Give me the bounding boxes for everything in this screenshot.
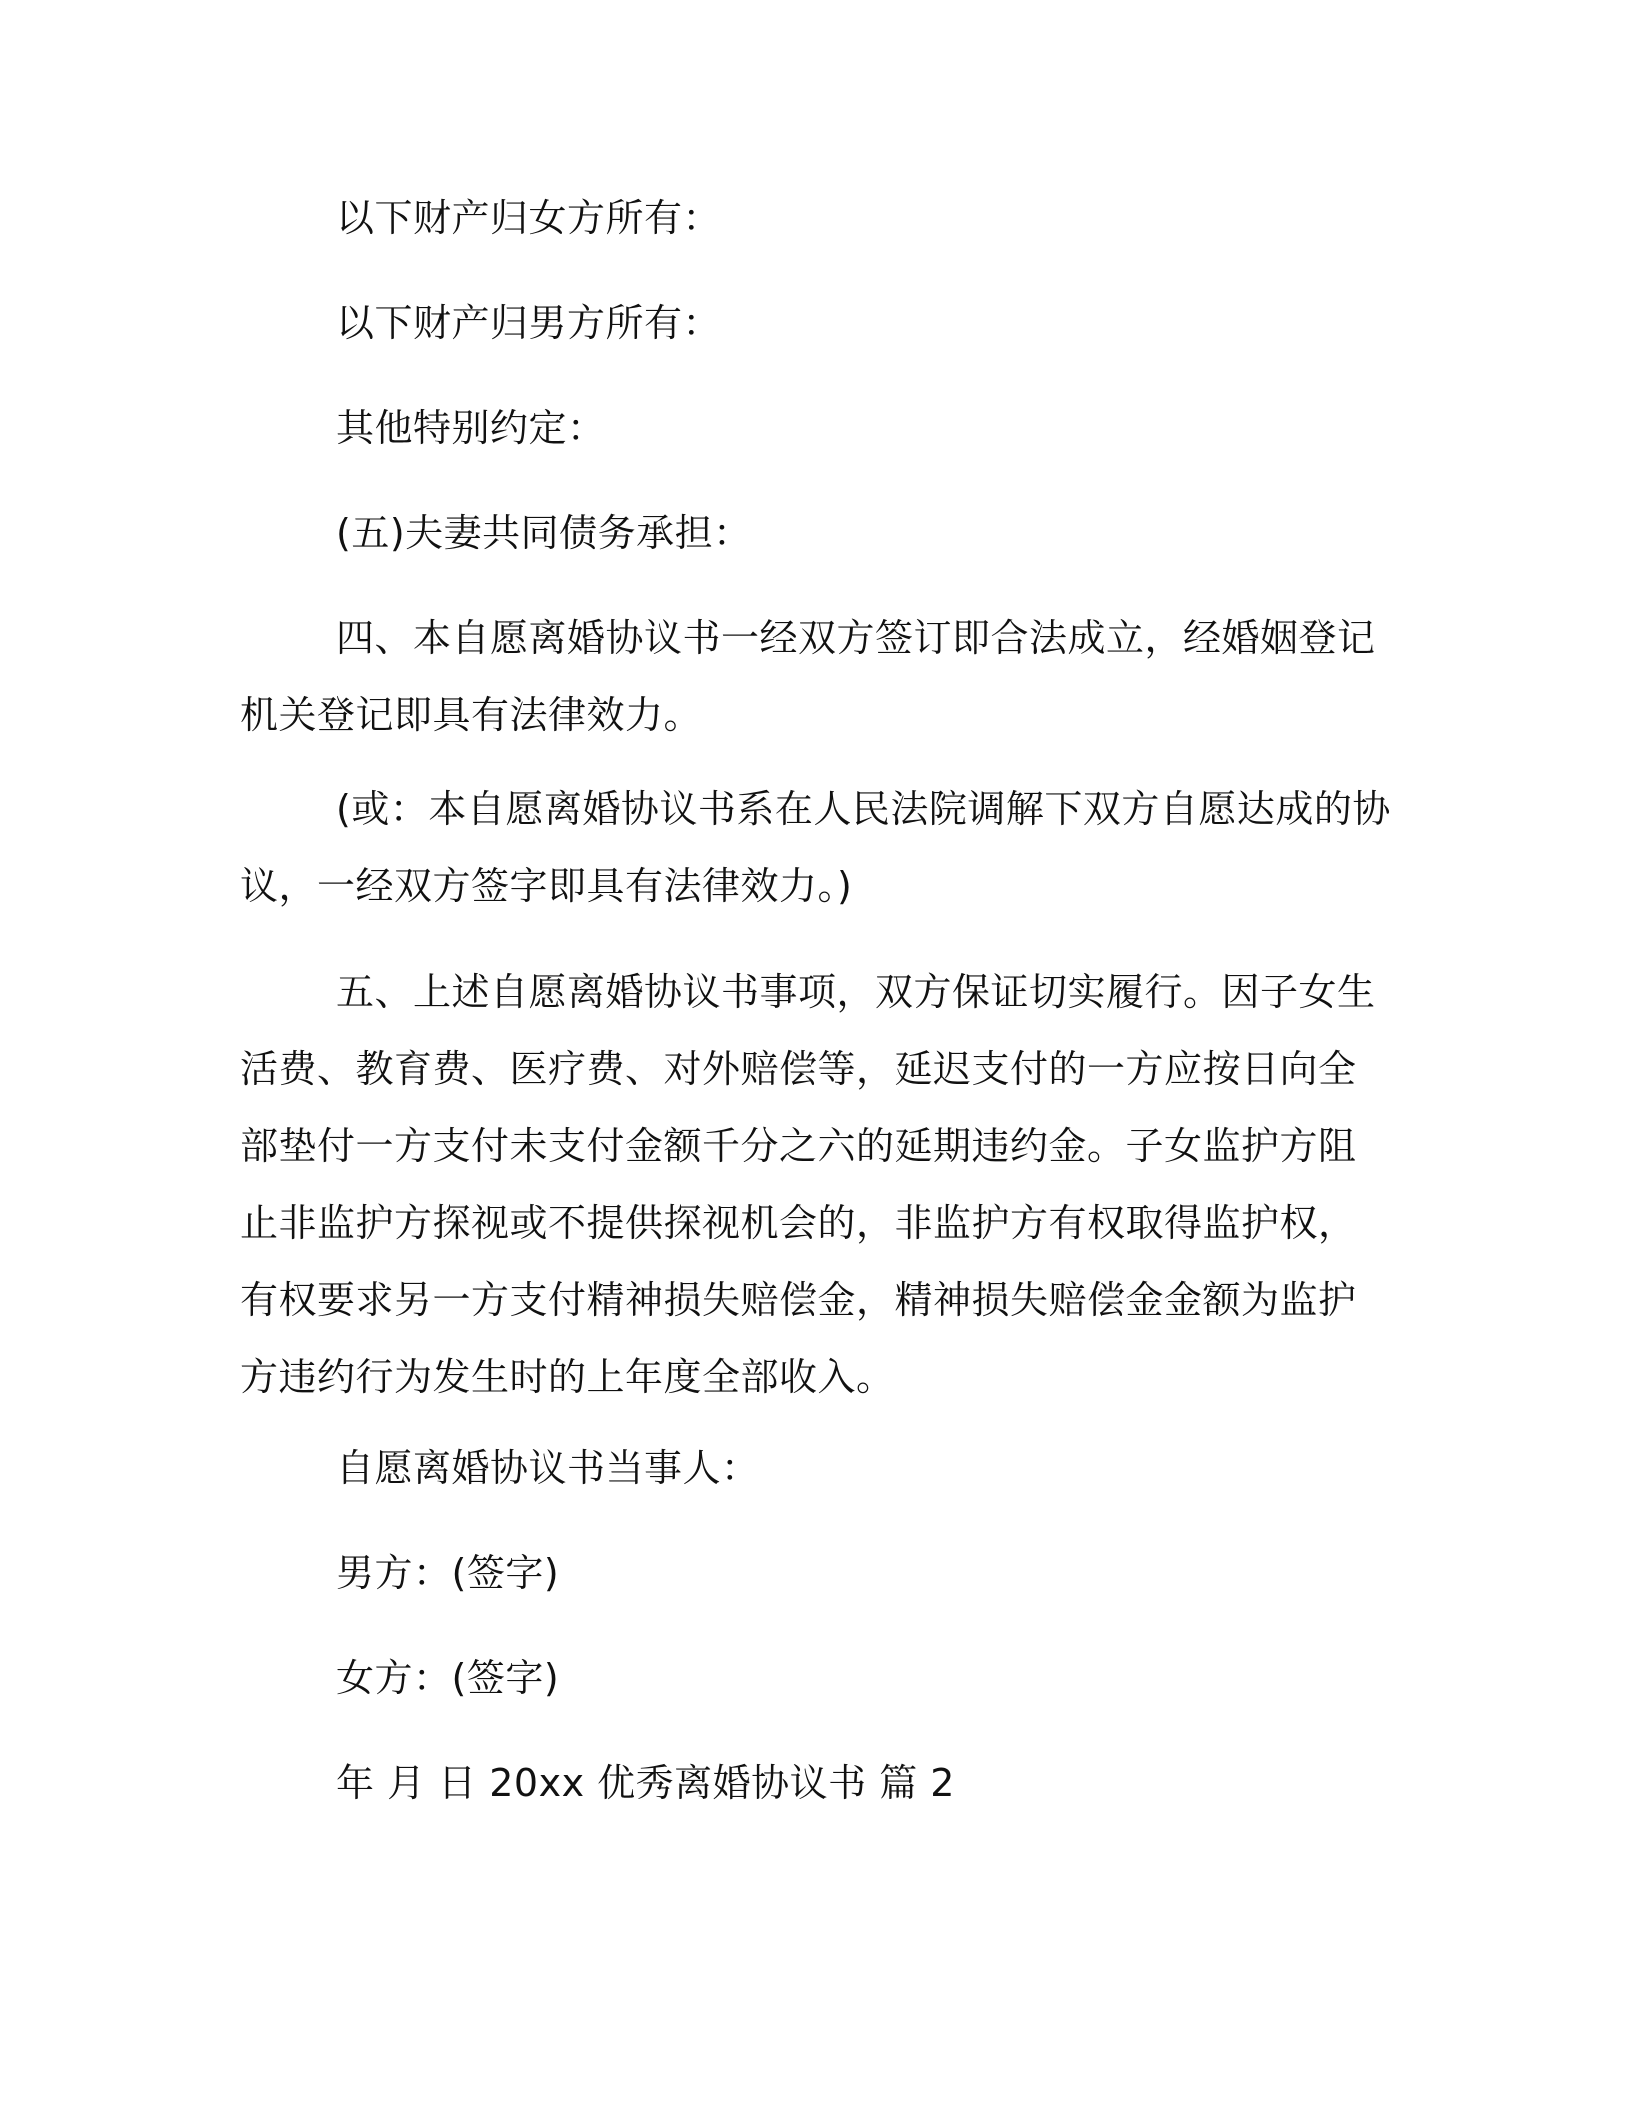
paragraph-clause-five: 五、上述自愿离婚协议书事项，双方保证切实履行。因子女生活费、教育费、医疗费、对外赔偿等，延迟支付的一方应按日向全部垫付一方支付未支付金额千分之六的延期违约金。子女监护方阻止非监护方探视或不提供探视机会的，非监护方有权取得监护权，有权要求另一方支付精神损失赔偿金，精神损失赔偿金金额为监护方违约行为发生时的上年度全部收入。	[240, 970, 1376, 1399]
paragraph-date-and-next-title: 年 月 日 20xx 优秀离婚协议书 篇 2	[336, 1761, 955, 1805]
paragraph-husband-property: 以下财产归男方所有：	[336, 301, 722, 345]
paragraph-joint-debt: (五)夫妻共同债务承担：	[336, 511, 752, 555]
paragraph-female-signature: 女方：(签字)	[336, 1656, 560, 1700]
paragraph-special-agreement: 其他特别约定：	[336, 406, 606, 450]
paragraph-parties-heading: 自愿离婚协议书当事人：	[336, 1446, 760, 1490]
paragraph-clause-four: 四、本自愿离婚协议书一经双方签订即合法成立，经婚姻登记机关登记即具有法律效力。	[240, 616, 1376, 737]
paragraph-male-signature: 男方：(签字)	[336, 1551, 560, 1595]
paragraph-wife-property: 以下财产归女方所有：	[336, 196, 722, 240]
paragraph-court-alternative: (或：本自愿离婚协议书系在人民法院调解下双方自愿达成的协议，一经双方签字即具有法律效力。)	[240, 787, 1391, 908]
